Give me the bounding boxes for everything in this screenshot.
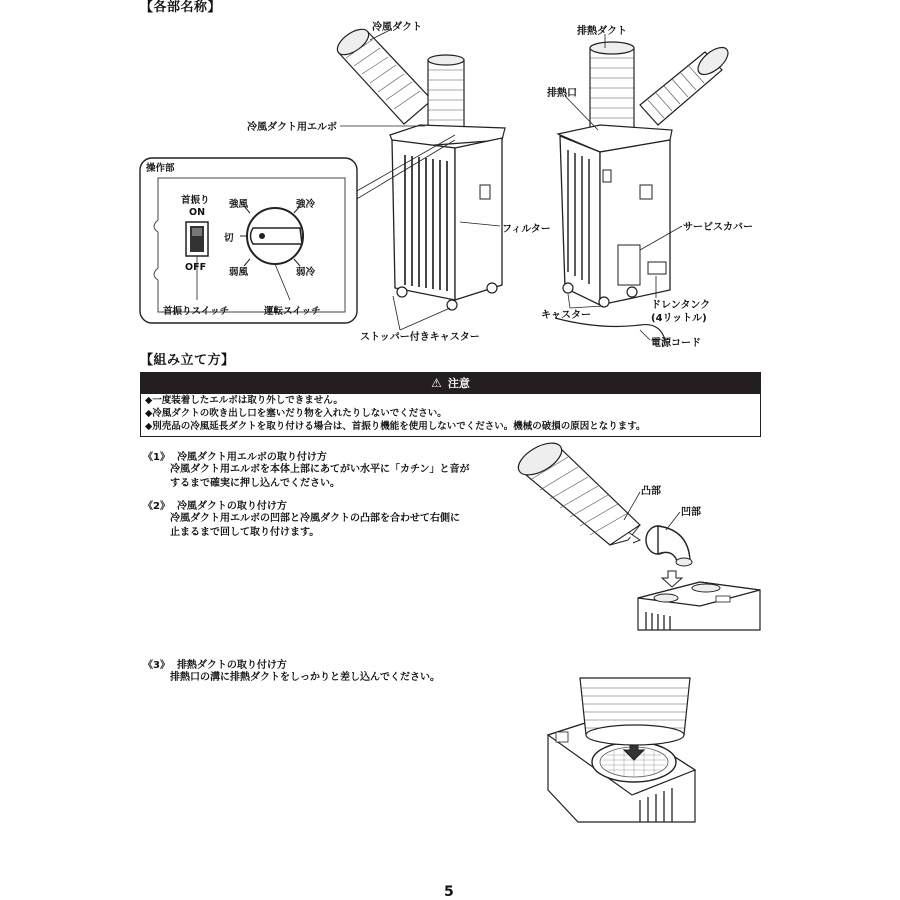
label-exhaust-port: 排熱口: [547, 88, 577, 99]
step-number: 《2》: [143, 501, 170, 512]
warning-icon: ⚠: [431, 376, 442, 390]
label-concave: 凹部: [681, 507, 701, 518]
label-run-switch: 運転スイッチ: [264, 306, 321, 317]
label-back-caster: キャスター: [541, 310, 591, 321]
label-service-cover: サービスカバー: [683, 222, 753, 233]
caution-line: ◆冷風ダクトの吹き出し口を塞いだり物を入れたりしないでください。: [145, 408, 447, 419]
caution-line: ◆別売品の冷風延長ダクトを取り付ける場合は、首振り機能を使用しないでください。機械の破損の原因となります。: [145, 421, 646, 432]
knob-off: 切: [224, 233, 234, 244]
swing-label: 首振り: [181, 195, 210, 206]
caution-title: 注意: [447, 377, 470, 390]
step-body-line: 冷風ダクト用エルボの凹部と冷風ダクトの凸部を合わせて右側に: [170, 513, 460, 524]
knob-weak-fan: 弱風: [229, 267, 249, 278]
step-number: 《3》: [143, 660, 170, 671]
step-body-line: 冷風ダクト用エルボを本体上部にあてがい水平に「カチン」と音が: [170, 464, 470, 475]
step-title: 排熱ダクトの取り付け方: [176, 660, 287, 671]
step-body-line: 止まるまで回して取り付けます。: [170, 527, 320, 538]
caution-line: ◆一度装着したエルボは取り外しできません。: [145, 395, 343, 406]
swing-on-label: ON: [189, 207, 206, 218]
step-number: 《1》: [143, 452, 170, 463]
control-panel-title: 操作部: [146, 163, 175, 174]
label-convex: 凸部: [641, 486, 661, 497]
label-exhaust-duct: 排熱ダクト: [577, 26, 627, 37]
step-title: 冷風ダクトの取り付け方: [176, 501, 287, 512]
step-body-line: 排熱口の溝に排熱ダクトをしっかりと差し込んでください。: [170, 672, 440, 683]
label-filter: フィルター: [502, 224, 551, 235]
label-cold-elbow: 冷風ダクト用エルボ: [247, 122, 337, 133]
label-power-cord: 電源コード: [651, 338, 701, 349]
knob-strong-fan: 強風: [229, 199, 249, 210]
swing-off-label: OFF: [185, 262, 207, 273]
label-drain-tank: ドレンタンク: [651, 300, 711, 311]
label-drain-capacity: (4リットル): [651, 313, 707, 324]
label-swing-switch: 首振りスイッチ: [163, 306, 230, 317]
knob-weak-cool: 弱冷: [296, 267, 316, 278]
knob-strong-cool: 強冷: [296, 199, 316, 210]
page-number: 5: [444, 884, 454, 900]
label-cold-duct: 冷風ダクト: [372, 22, 422, 33]
assembly-heading: 【組み立て方】: [140, 353, 235, 368]
step-body-line: するまで確実に押し込んでください。: [170, 478, 340, 489]
label-stopper-caster: ストッパー付きキャスター: [360, 332, 480, 343]
step-title: 冷風ダクト用エルボの取り付け方: [176, 452, 327, 463]
parts-heading: 【各部名称】: [140, 0, 222, 15]
